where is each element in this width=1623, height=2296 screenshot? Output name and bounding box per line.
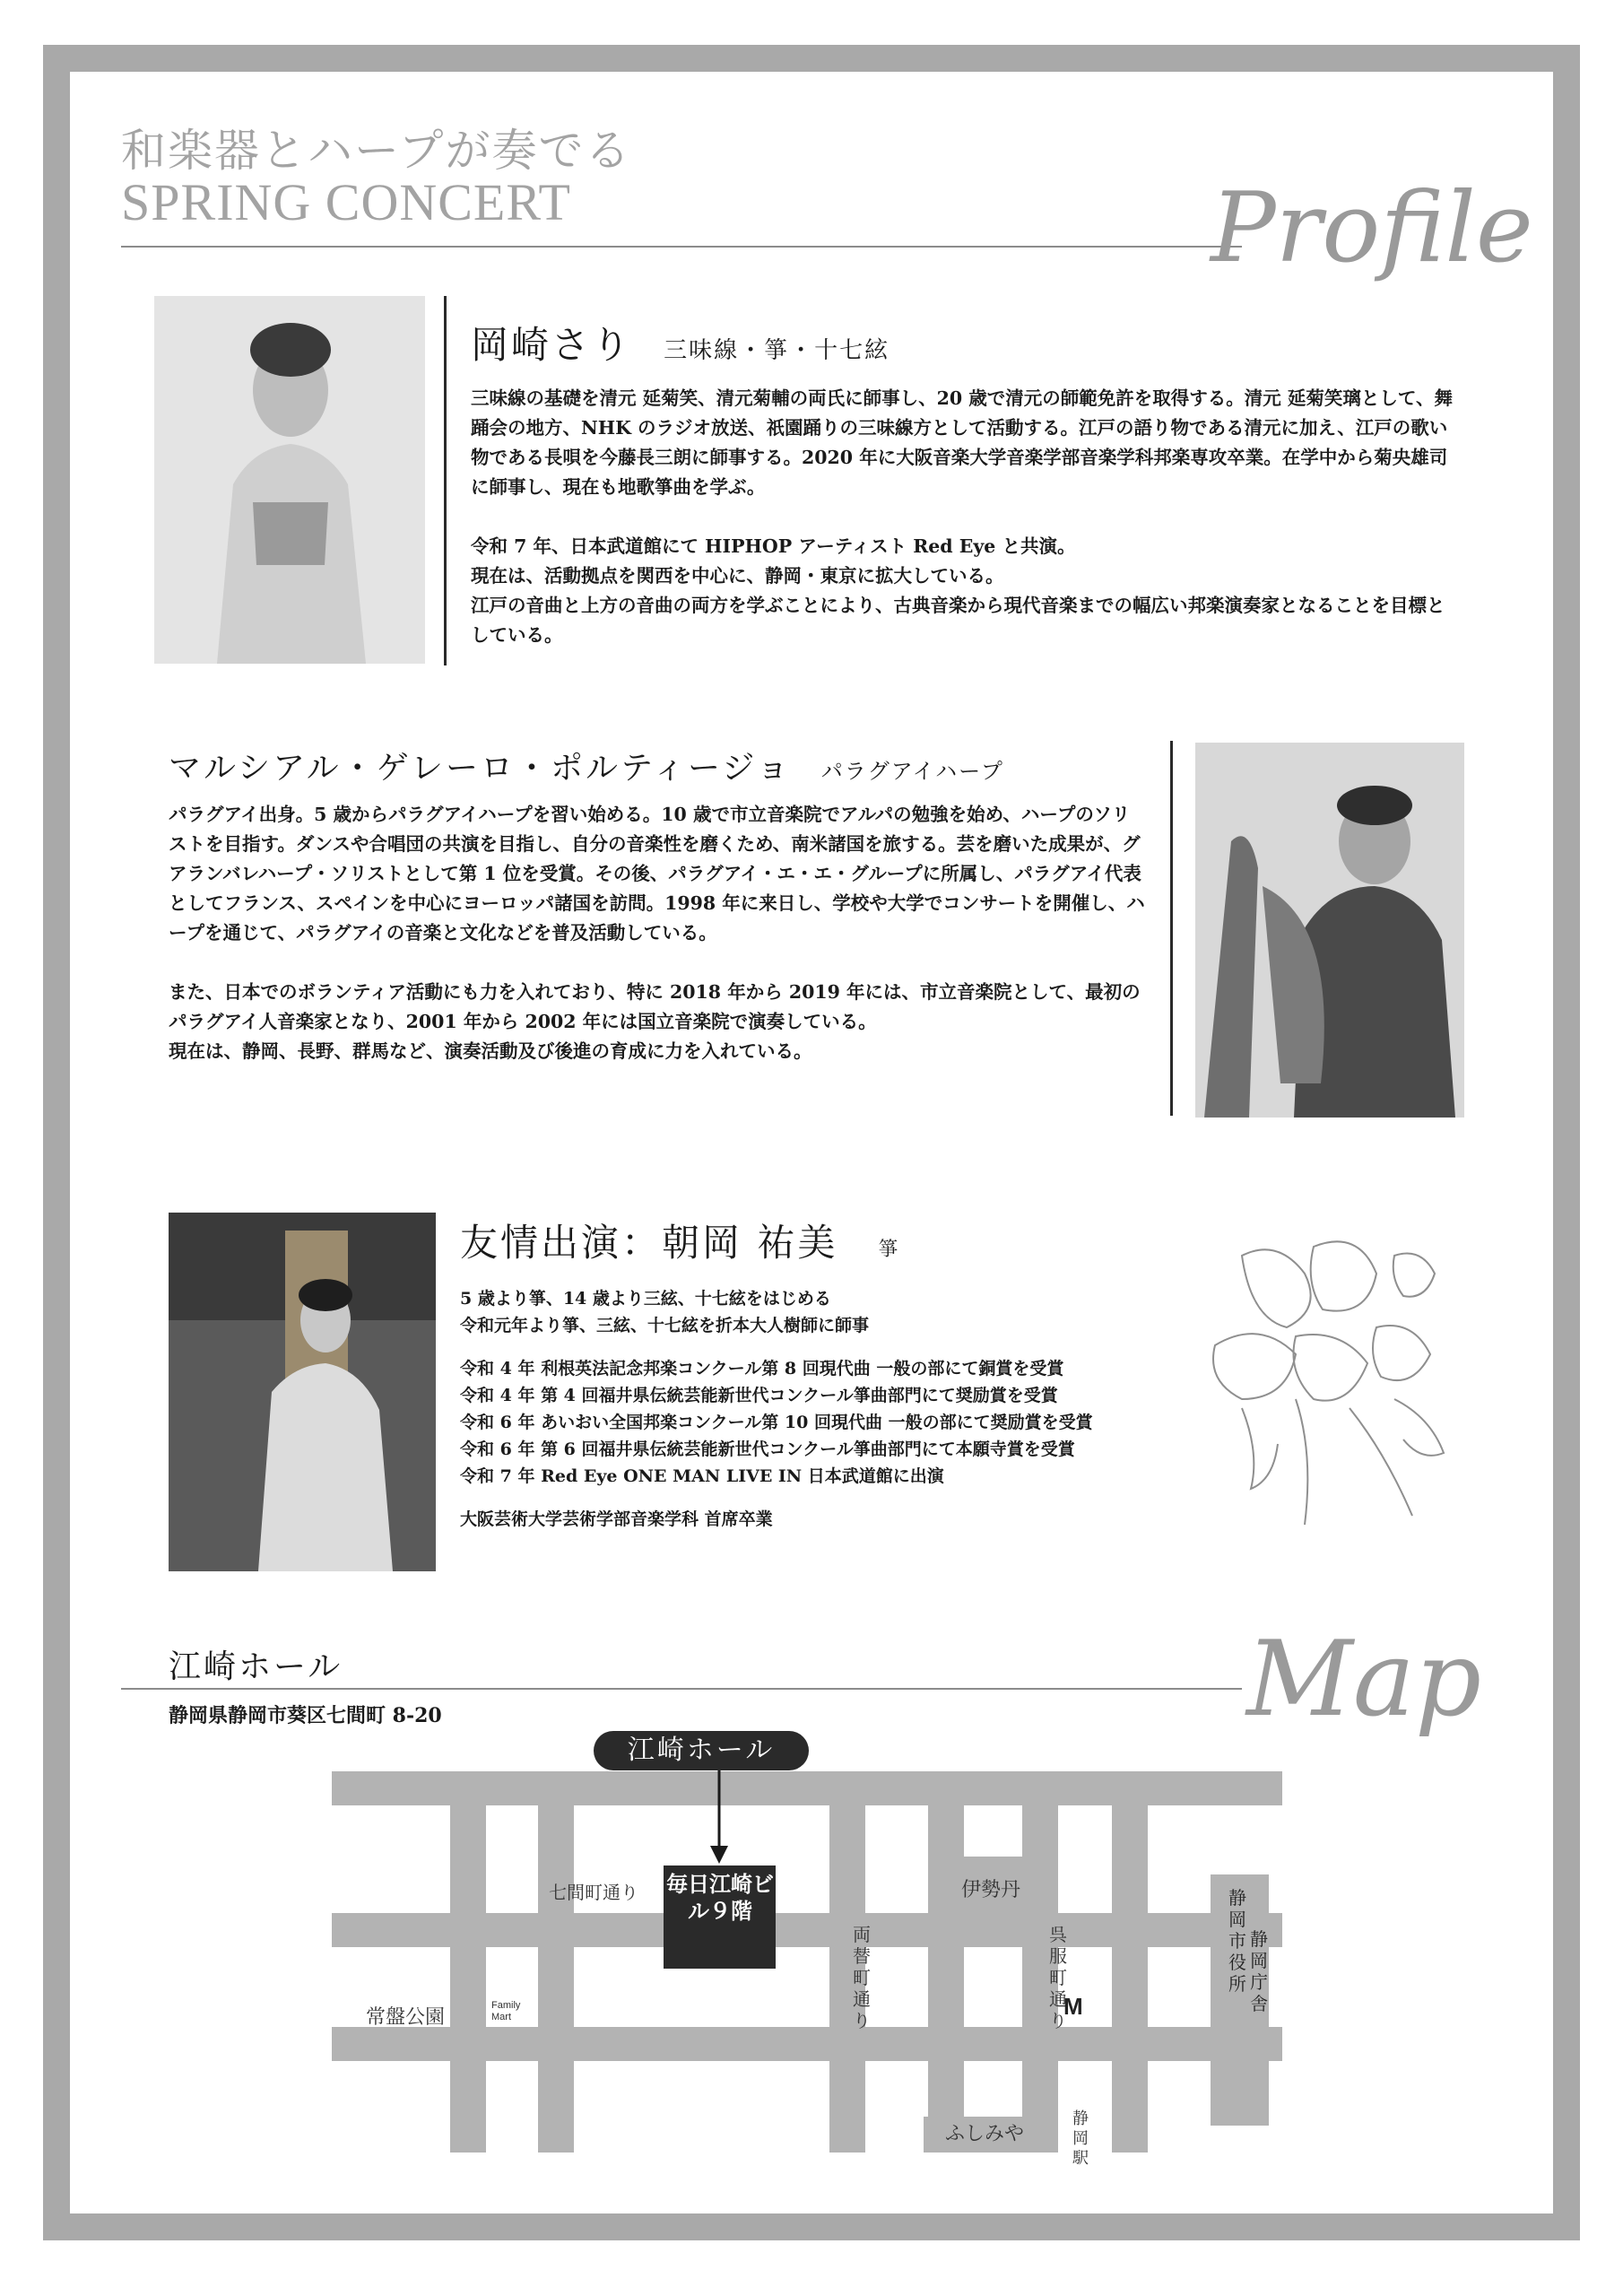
performer3-award: 令和 7 年 Red Eye ONE MAN LIVE IN 日本武道館に出演 [460, 1466, 944, 1486]
performer3-award: 令和 4 年 利根英法記念邦楽コンクール第 8 回現代曲 一般の部にて銅賞を受賞 [460, 1359, 1064, 1378]
map-street-gofuku: 呉服町通り [1049, 1924, 1067, 2031]
performer2-bio-paragraph: パラグアイ出身。5 歳からパラグアイハープを習い始める。10 歳で市立音楽院でアルパの勉強を始め、ハープのソリストを目指す。ダンスや合唱団の共演を目指し、自分の音楽性を磨くため、南米諸国を旅する。芸を磨いた成果が、グアランバレハープ・ソリストとして第 1 位を受賞。その後、パラグアイ・エ・エ・グループに所属し、パラグアイ代表としてフランス、スペインを中心にヨーロッパ諸国を訪問。1998 年に来日し、学校や大学でコンサートを開催し、ハープを通じて、パラグアイの音楽と文化などを普及活動している。 [169, 804, 1145, 944]
performer3-heading [460, 1213, 899, 1267]
performer3-line: 5 歳より箏、14 歳より三絃、十七絃をはじめる [460, 1289, 831, 1309]
performer2-name: マルシアル・ゲレーロ・ポルティージョ [169, 750, 792, 787]
magnolia-illustration [1188, 1220, 1475, 1534]
map-script-title: Map [1246, 1619, 1482, 1740]
performer2-heading [169, 743, 1004, 788]
header-title: SPRING CONCERT [121, 173, 571, 231]
map-roads [332, 1771, 1282, 2152]
performer2-bio-paragraph: また、日本でのボランティア活動にも力を入れており、特に 2018 年から 2019 年には、市立音楽院として、最初のパラグアイ人音楽家となり、2001 年から 2002 年には国立音楽院で演奏している。 [169, 981, 1141, 1032]
performer3-line: 令和元年より箏、三絃、十七絃を折本大人樹師に師事 [460, 1316, 870, 1335]
performer1-divider [444, 296, 447, 665]
performer3-education: 大阪芸術大学芸術学部音楽学科 首席卒業 [460, 1509, 773, 1529]
performer1-bio-paragraph: 三味線の基礎を清元 延菊笑、清元菊輔の両氏に師事し、20 歳で清元の師範免許を取得する。清元 延菊笑璃として、舞踊会の地方、NHK のラジオ放送、祇園踊りの三味線方として活動する。江戸の語り物である清元に加え、江戸の歌い物である長唄を今藤長三朗に師事する。2020 年に大阪音楽大学音楽学部音楽学科邦楽専攻卒業。在学中から菊央雄司に師事し、現在も地歌箏曲を学ぶ。 [471, 387, 1454, 498]
performer3-award: 令和 6 年 あいおい全国邦楽コンクール第 10 回現代曲 一般の部にて奨励賞を受賞 [460, 1413, 1093, 1432]
venue-address: 静岡県静岡市葵区七間町 8-20 [169, 1704, 442, 1727]
map-familymart: Family Mart [491, 2000, 521, 2022]
map-fushimiya: ふしみや [945, 2123, 1025, 2145]
map-street-ryogae: 両替町通り [853, 1924, 871, 2031]
map-rule [121, 1688, 1242, 1690]
map-isetan: 伊勢丹 [961, 1879, 1021, 1901]
map-pref-office: 静岡庁舎 [1250, 1928, 1268, 2014]
venue-name: 江崎ホール [169, 1648, 343, 1685]
map-street-shichiken: 七間町通り [549, 1882, 638, 1903]
performer3-role: 箏 [878, 1239, 900, 1261]
performer2-role: パラグアイハープ [820, 759, 1004, 784]
profile-script-title: Profile [1211, 172, 1533, 284]
performer1-photo [154, 296, 425, 664]
performer3-award: 令和 4 年 第 4 回福井県伝統芸能新世代コンクール箏曲部門にて奨励賞を受賞 [460, 1386, 1058, 1405]
performer1-bio-line: 令和 7 年、日本武道館にて HIPHOP アーティスト Red Eye と共演。 [471, 535, 1076, 557]
map-building-label: 毎日江崎ビル９階 [666, 1871, 774, 1924]
performer1-role: 三味線・箏・十七絃 [664, 337, 890, 364]
performer1-bio [471, 384, 1457, 650]
performer2-bio [169, 800, 1146, 1066]
performer1-name: 岡崎さり [471, 323, 633, 367]
area-map [332, 1722, 1318, 2152]
performer3-name: 友情出演：朝岡 祐美 [460, 1221, 838, 1265]
performer2-divider [1170, 741, 1173, 1116]
performer3-award: 令和 6 年 第 6 回福井県伝統芸能新世代コンクール箏曲部門にて本願寺賞を受賞 [460, 1439, 1075, 1459]
map-callout: 江崎ホール [594, 1731, 809, 1770]
performer3-bio [460, 1285, 1177, 1533]
header-subtitle: 和楽器とハープが奏でる [121, 125, 632, 177]
performer2-photo [1195, 743, 1464, 1118]
performer1-bio-line: 江戸の音曲と上方の音曲の両方を学ぶことにより、古典音楽から現代音楽までの幅広い邦楽演奏家となることを目標としている。 [471, 595, 1445, 646]
performer1-bio-line: 現在は、活動拠点を関西を中心に、静岡・東京に拡大している。 [471, 565, 1004, 587]
performer1-heading [471, 316, 890, 370]
performer2-bio-line: 現在は、静岡、長野、群馬など、演奏活動及び後進の育成に力を入れている。 [169, 1040, 812, 1062]
header-rule [121, 246, 1242, 248]
map-mcdonalds-icon: M [1063, 1993, 1083, 2020]
map-shizuoka-station: 静岡駅 [1072, 2109, 1089, 2168]
performer3-photo [169, 1213, 436, 1571]
map-city-hall: 静岡市役所 [1228, 1887, 1246, 1995]
map-tokiwa-park: 常盤公園 [366, 2006, 446, 2029]
